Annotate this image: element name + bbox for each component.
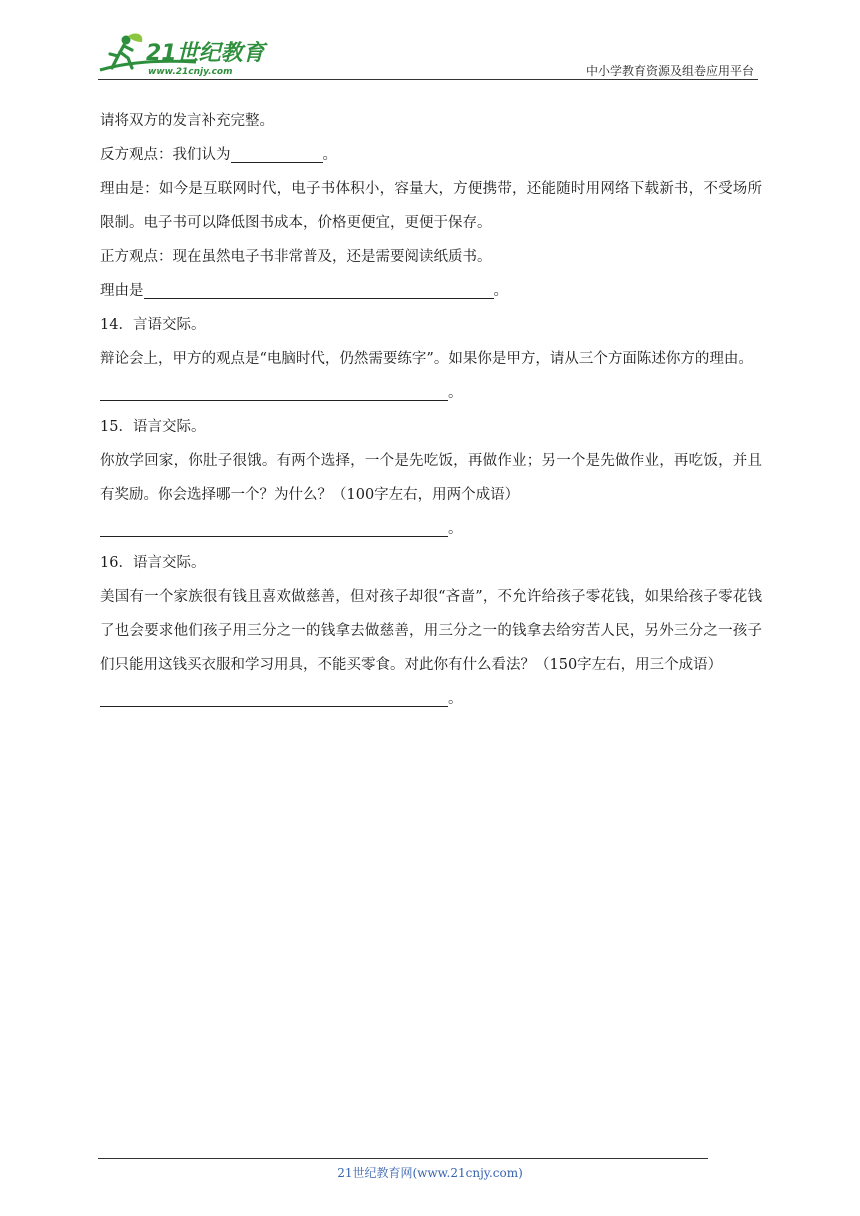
svg-text:www.21cnjy.com: www.21cnjy.com bbox=[148, 67, 233, 77]
period: 。 bbox=[448, 521, 463, 537]
proposition-view-line: 正方观点：现在虽然电子书非常普及，还是需要阅读纸质书。 bbox=[100, 249, 492, 265]
question-content bbox=[100, 104, 762, 716]
header-divider bbox=[98, 79, 758, 80]
period: 。 bbox=[493, 283, 508, 299]
opposition-view-line bbox=[100, 138, 762, 172]
proposition-reason-prefix: 理由是 bbox=[100, 283, 144, 299]
footer-divider bbox=[98, 1158, 708, 1159]
footer-link[interactable]: 21世纪教育网(www.21cnjy.com) bbox=[337, 1166, 523, 1180]
answer-blank[interactable] bbox=[231, 142, 323, 163]
site-logo bbox=[98, 32, 268, 78]
answer-blank[interactable] bbox=[100, 380, 448, 401]
period: 。 bbox=[322, 147, 337, 163]
proposition-reason-line bbox=[100, 274, 762, 308]
question-16-text: 美国有一个家族很有钱且喜欢做慈善，但对孩子却很“吝啬”，不允许给孩子零花钱，如果给孩子零花钱了也会要求他们孩子用三分之一的钱拿去做慈善，用三分之一的钱拿去给穷苦人民，另外三分之一孩子们只能用这钱买衣服和学习用具，不能买零食。对此你有什么看法？（150字左右，用三个成语） bbox=[100, 589, 762, 673]
question-14-title: 14．言语交际。 bbox=[100, 317, 206, 333]
question-14-answer-line bbox=[100, 376, 762, 410]
answer-blank[interactable] bbox=[100, 516, 448, 537]
question-15-answer-line bbox=[100, 512, 762, 546]
question-15-text: 你放学回家，你肚子很饿。有两个选择，一个是先吃饭，再做作业；另一个是先做作业，再吃饭，并且有奖励。你会选择哪一个？为什么？（100字左右，用两个成语） bbox=[100, 453, 762, 503]
answer-blank[interactable] bbox=[100, 686, 448, 707]
period: 。 bbox=[448, 691, 463, 707]
question-16-answer-line bbox=[100, 682, 762, 716]
runner-logo-icon bbox=[98, 32, 268, 78]
question-15-title: 15．语言交际。 bbox=[100, 419, 206, 435]
answer-blank[interactable] bbox=[144, 278, 494, 299]
svg-text:21世纪教育: 21世纪教育 bbox=[146, 41, 265, 66]
page-header bbox=[98, 32, 758, 80]
period: 。 bbox=[448, 385, 463, 401]
opposition-view-prefix: 反方观点：我们认为 bbox=[100, 147, 231, 163]
question-16-title: 16．语言交际。 bbox=[100, 555, 206, 571]
platform-name: 中小学教育资源及组卷应用平台 bbox=[585, 64, 754, 78]
opposition-reason: 理由是：如今是互联网时代，电子书体积小，容量大，方便携带，还能随时用网络下载新书，不受场所限制。电子书可以降低图书成本，价格更便宜，更便于保存。 bbox=[100, 181, 762, 231]
intro-line: 请将双方的发言补充完整。 bbox=[100, 113, 274, 129]
question-14-text: 辩论会上，甲方的观点是“电脑时代，仍然需要练字”。如果你是甲方，请从三个方面陈述你方的理由。 bbox=[100, 351, 753, 367]
